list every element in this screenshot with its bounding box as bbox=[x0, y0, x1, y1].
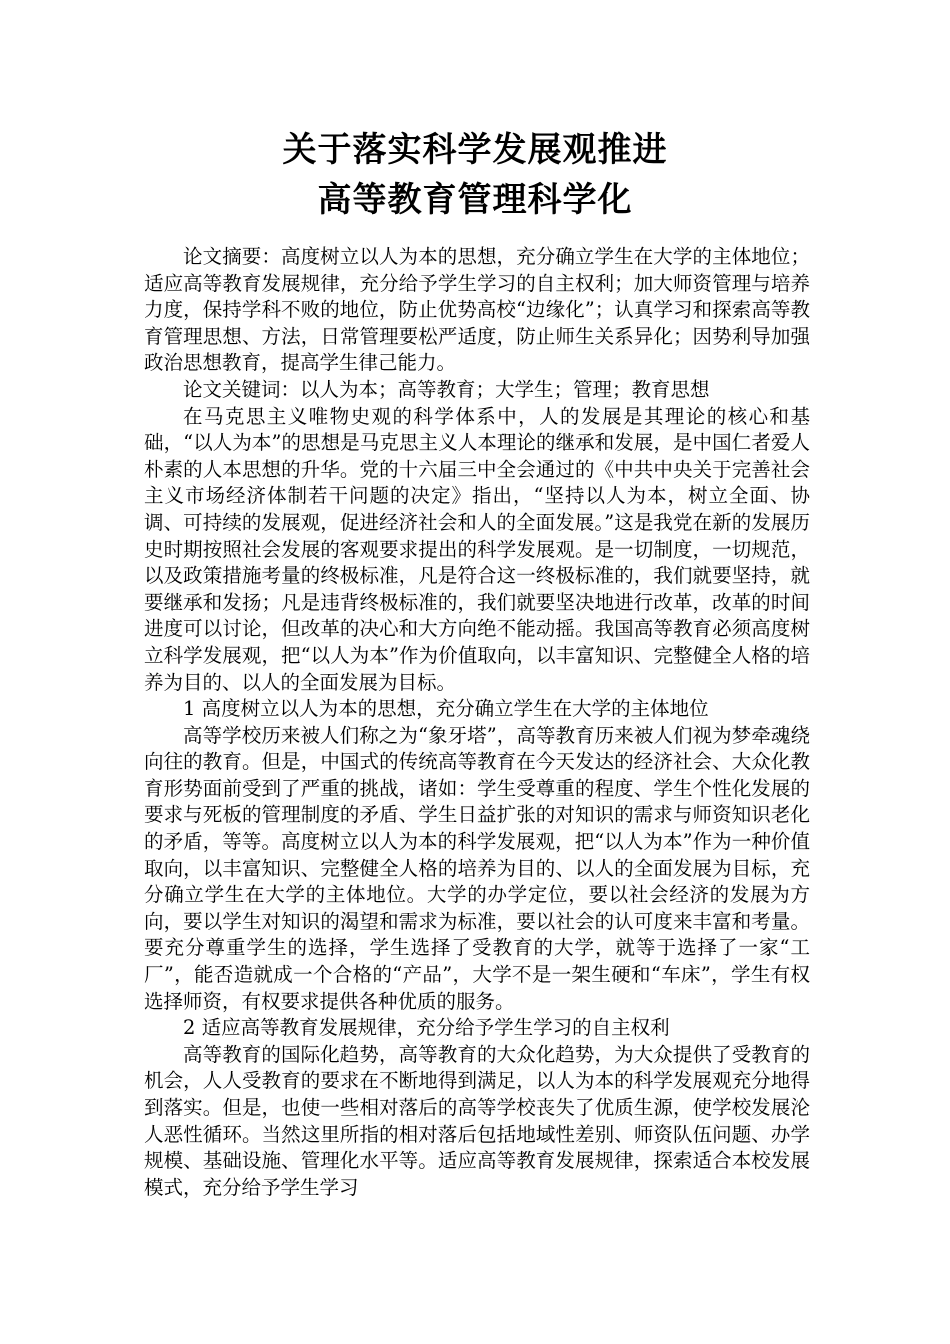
body-paragraph: 在马克思主义唯物史观的科学体系中，人的发展是其理论的核心和基础，“以人为本”的思想是马克思主义人本理论的继承和发展，是中国仁者爱人朴素的人本思想的升华。党的十六届三中全会通过的《中共中央关于完善社会主义市场经济体制若干问题的决定》指出，“坚持以人为本，树立全面、协调、可持续的发展观，促进经济社会和人的全面发展。”这是我党在新的发展历史时期按照社会发展的客观要求提出的科学发展观。是一切制度，一切规范，以及政策措施考量的终极标准，凡是符合这一终极标准的，我们就要坚持，就要继承和发扬；凡是违背终极标准的，我们就要坚决地进行改革，改革的时间进度可以讨论，但改革的决心和大方向绝不能动摇。我国高等教育必须高度树立科学发展观，把“以人为本”作为价值取向，以丰富知识、完整健全人格的培养为目的、以人的全面发展为目标。 bbox=[144, 404, 810, 694]
document-title-line-1: 关于落实科学发展观推进 bbox=[282, 130, 668, 170]
abstract-paragraph: 论文摘要：高度树立以人为本的思想，充分确立学生在大学的主体地位；适应高等教育发展规律，充分给予学生学习的自主权利；加大师资管理与培养力度，保持学科不败的地位，防止优势高校“边缘化”；认真学习和探索高等教育管理思想、方法，日常管理要松严适度，防止师生关系异化；因势利导加强政治思想教育，提高学生律己能力。 bbox=[144, 245, 810, 375]
body-paragraph: 高等教育的国际化趋势，高等教育的大众化趋势，为大众提供了受教育的机会，人人受教育的要求在不断地得到满足，以人为本的科学发展观充分地得到落实。但是，也使一些相对落后的高等学校丧失了优质生源，使学校发展沦人恶性循环。当然这里所指的相对落后包括地域性差别、师资队伍问题、办学规模、基础设施、管理化水平等。适应高等教育发展规律，探索适合本校发展模式，充分给予学生学习 bbox=[144, 1042, 810, 1199]
document-title-line-2: 高等教育管理科学化 bbox=[317, 180, 633, 220]
section-heading: 1 高度树立以人为本的思想，充分确立学生在大学的主体地位 bbox=[183, 697, 709, 721]
body-paragraph: 高等学校历来被人们称之为“象牙塔”，高等教育历来被人们视为梦牵魂绕向往的教育。但是，中国式的传统高等教育在今天发达的经济社会、大众化教育形势面前受到了严重的挑战，诸如：学生受尊重的程度、学生个性化发展的要求与死板的管理制度的矛盾、学生日益扩张的对知识的需求与师资知识老化的矛盾，等等。高度树立以人为本的科学发展观，把“以人为本”作为一种价值取向，以丰富知识、完整健全人格的培养为目的、以人的全面发展为目标，充分确立学生在大学的主体地位。大学的办学定位，要以社会经济的发展为方向，要以学生对知识的渴望和需求为标准，要以社会的认可度来丰富和考量。要充分尊重学生的选择，学生选择了受教育的大学，就等于选择了一家“工厂”，能否造就成一个合格的“产品”，大学不是一架生硬和“车床”，学生有权选择师资，有权要求提供各种优质的服务。 bbox=[144, 723, 810, 1013]
keywords-paragraph: 论文关键词：以人为本；高等教育；大学生；管理；教育思想 bbox=[183, 377, 710, 401]
section-heading: 2 适应高等教育发展规律，充分给予学生学习的自主权利 bbox=[183, 1016, 670, 1040]
document-body bbox=[144, 244, 810, 1201]
